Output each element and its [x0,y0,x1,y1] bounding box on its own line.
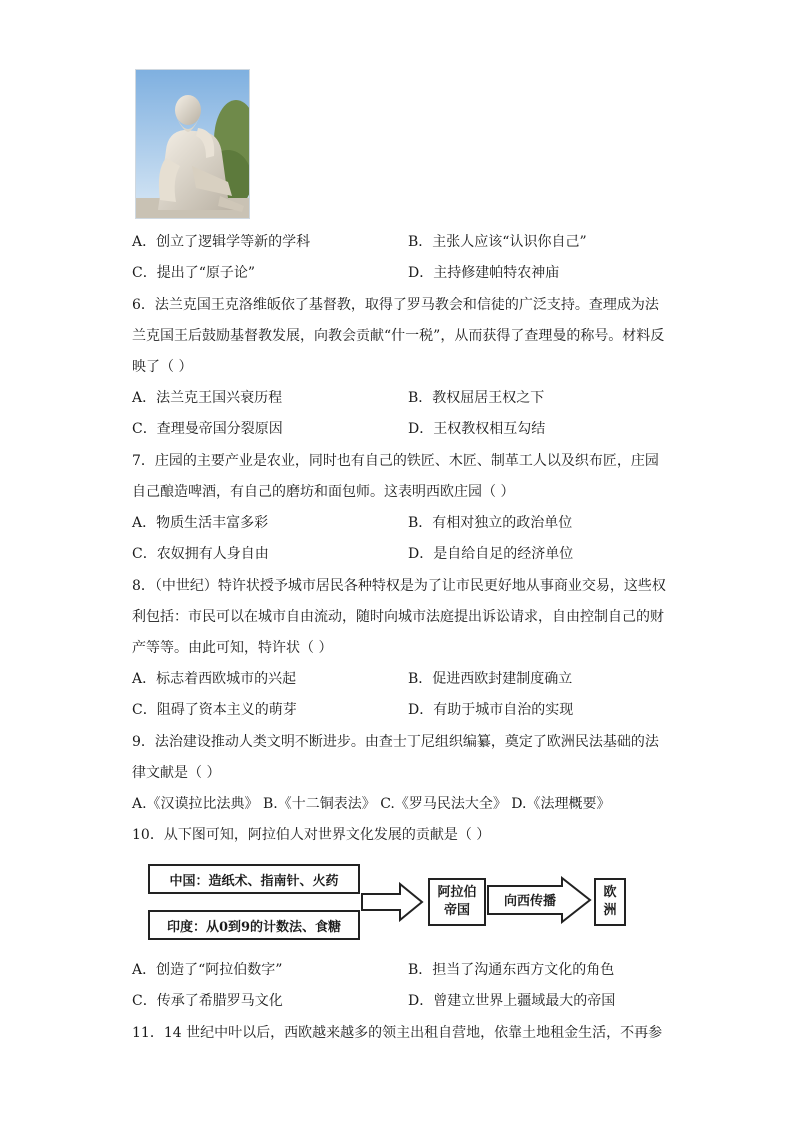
q8-option-c: C．阻碍了资本主义的萌芽 [132,702,297,718]
q7-stem-line2: 自己酿造啤酒，有自己的磨坊和面包师。这表明西欧庄园（ ） [132,484,515,500]
q10-option-a: A．创造了“阿拉伯数字” [132,962,283,978]
westward-spread-label: 向西传播 [503,894,556,909]
q8-stem-line2: 利包括：市民可以在城市自由流动，随时向城市法庭提出诉讼请求，自由控制自己的财 [132,609,664,625]
q8-stem-line3: 产等等。由此可知，特许状（ ） [132,640,333,656]
china-inventions-label: 中国：造纸术、指南针、火药 [169,873,339,889]
q8-option-d: D．有助于城市自治的实现 [408,702,574,718]
socrates-statue-image [135,69,250,219]
q6-option-c: C．查理曼帝国分裂原因 [132,421,283,437]
q7-option-d: D．是自给自足的经济单位 [408,546,574,562]
q5-option-d: D．主持修建帕特农神庙 [408,265,560,281]
arab-empire-label-line2: 帝国 [443,903,470,918]
q10-stem-line1: 10．从下图可知，阿拉伯人对世界文化发展的贡献是（ ） [132,827,491,843]
china-inventions-box [148,864,360,894]
europe-box [594,878,626,926]
q10-option-d: D．曾建立世界上疆域最大的帝国 [408,993,616,1009]
statue-illustration [136,70,249,218]
q8-option-a: A．标志着西欧城市的兴起 [132,671,297,687]
q8-stem-line1: 8．（中世纪）特许状授予城市居民各种特权是为了让市民更好地从事商业交易，这些权 [132,578,666,594]
q5-option-c: C．提出了“原子论” [132,265,256,281]
q6-stem-line2: 兰克国王后鼓励基督教发展，向教会贡献“什一税”，从而获得了查理曼的称号。材料反 [132,328,665,344]
q10-option-c: C．传承了希腊罗马文化 [132,993,283,1009]
q9-stem-line1: 9．法治建设推动人类文明不断进步。由查士丁尼组织编纂，奠定了欧洲民法基础的法 [132,734,659,750]
q9-stem-line2: 律文献是（ ） [132,765,221,781]
q10-option-b: B．担当了沟通东西方文化的角色 [408,962,615,978]
q6-stem-line1: 6．法兰克国王克洛维皈依了基督教，取得了罗马教会和信徒的广泛支持。查理成为法 [132,297,659,313]
q7-stem-line1: 7．庄园的主要产业是农业，同时也有自己的铁匠、木匠、制革工人以及织布匠，庄园 [132,453,659,469]
india-inventions-box [148,910,360,940]
europe-label-line1: 欧 [603,885,617,900]
arab-empire-box [428,878,486,926]
q5-option-a: A．创立了逻辑学等新的学科 [132,234,311,250]
culture-spread-diagram [140,860,630,940]
q6-option-a: A．法兰克王国兴衰历程 [132,390,283,406]
q8-option-b: B．促进西欧封建制度确立 [408,671,573,687]
q6-option-d: D．王权教权相互勾结 [408,421,546,437]
q7-option-b: B．有相对独立的政治单位 [408,515,573,531]
europe-label-line2: 洲 [603,903,617,918]
arrow-right-icon [360,882,426,922]
q7-option-c: C．农奴拥有人身自由 [132,546,269,562]
q7-option-a: A．物质生活丰富多彩 [132,515,269,531]
q9-options: A.《汉谟拉比法典》 B.《十二铜表法》 C.《罗马民法大全》 D.《法理概要》 [132,796,611,812]
india-inventions-label: 印度：从0到9的计数法、食糖 [166,919,342,935]
q5-option-b: B．主张人应该“认识你自己” [408,234,587,250]
q6-option-b: B．教权屈居王权之下 [408,390,545,406]
q11-stem-line1: 11．14 世纪中叶以后，西欧越来越多的领主出租自营地，依靠土地租金生活，不再参 [132,1025,663,1041]
arab-empire-label-line1: 阿拉伯 [437,885,477,900]
q6-stem-line3: 映了（ ） [132,359,193,375]
